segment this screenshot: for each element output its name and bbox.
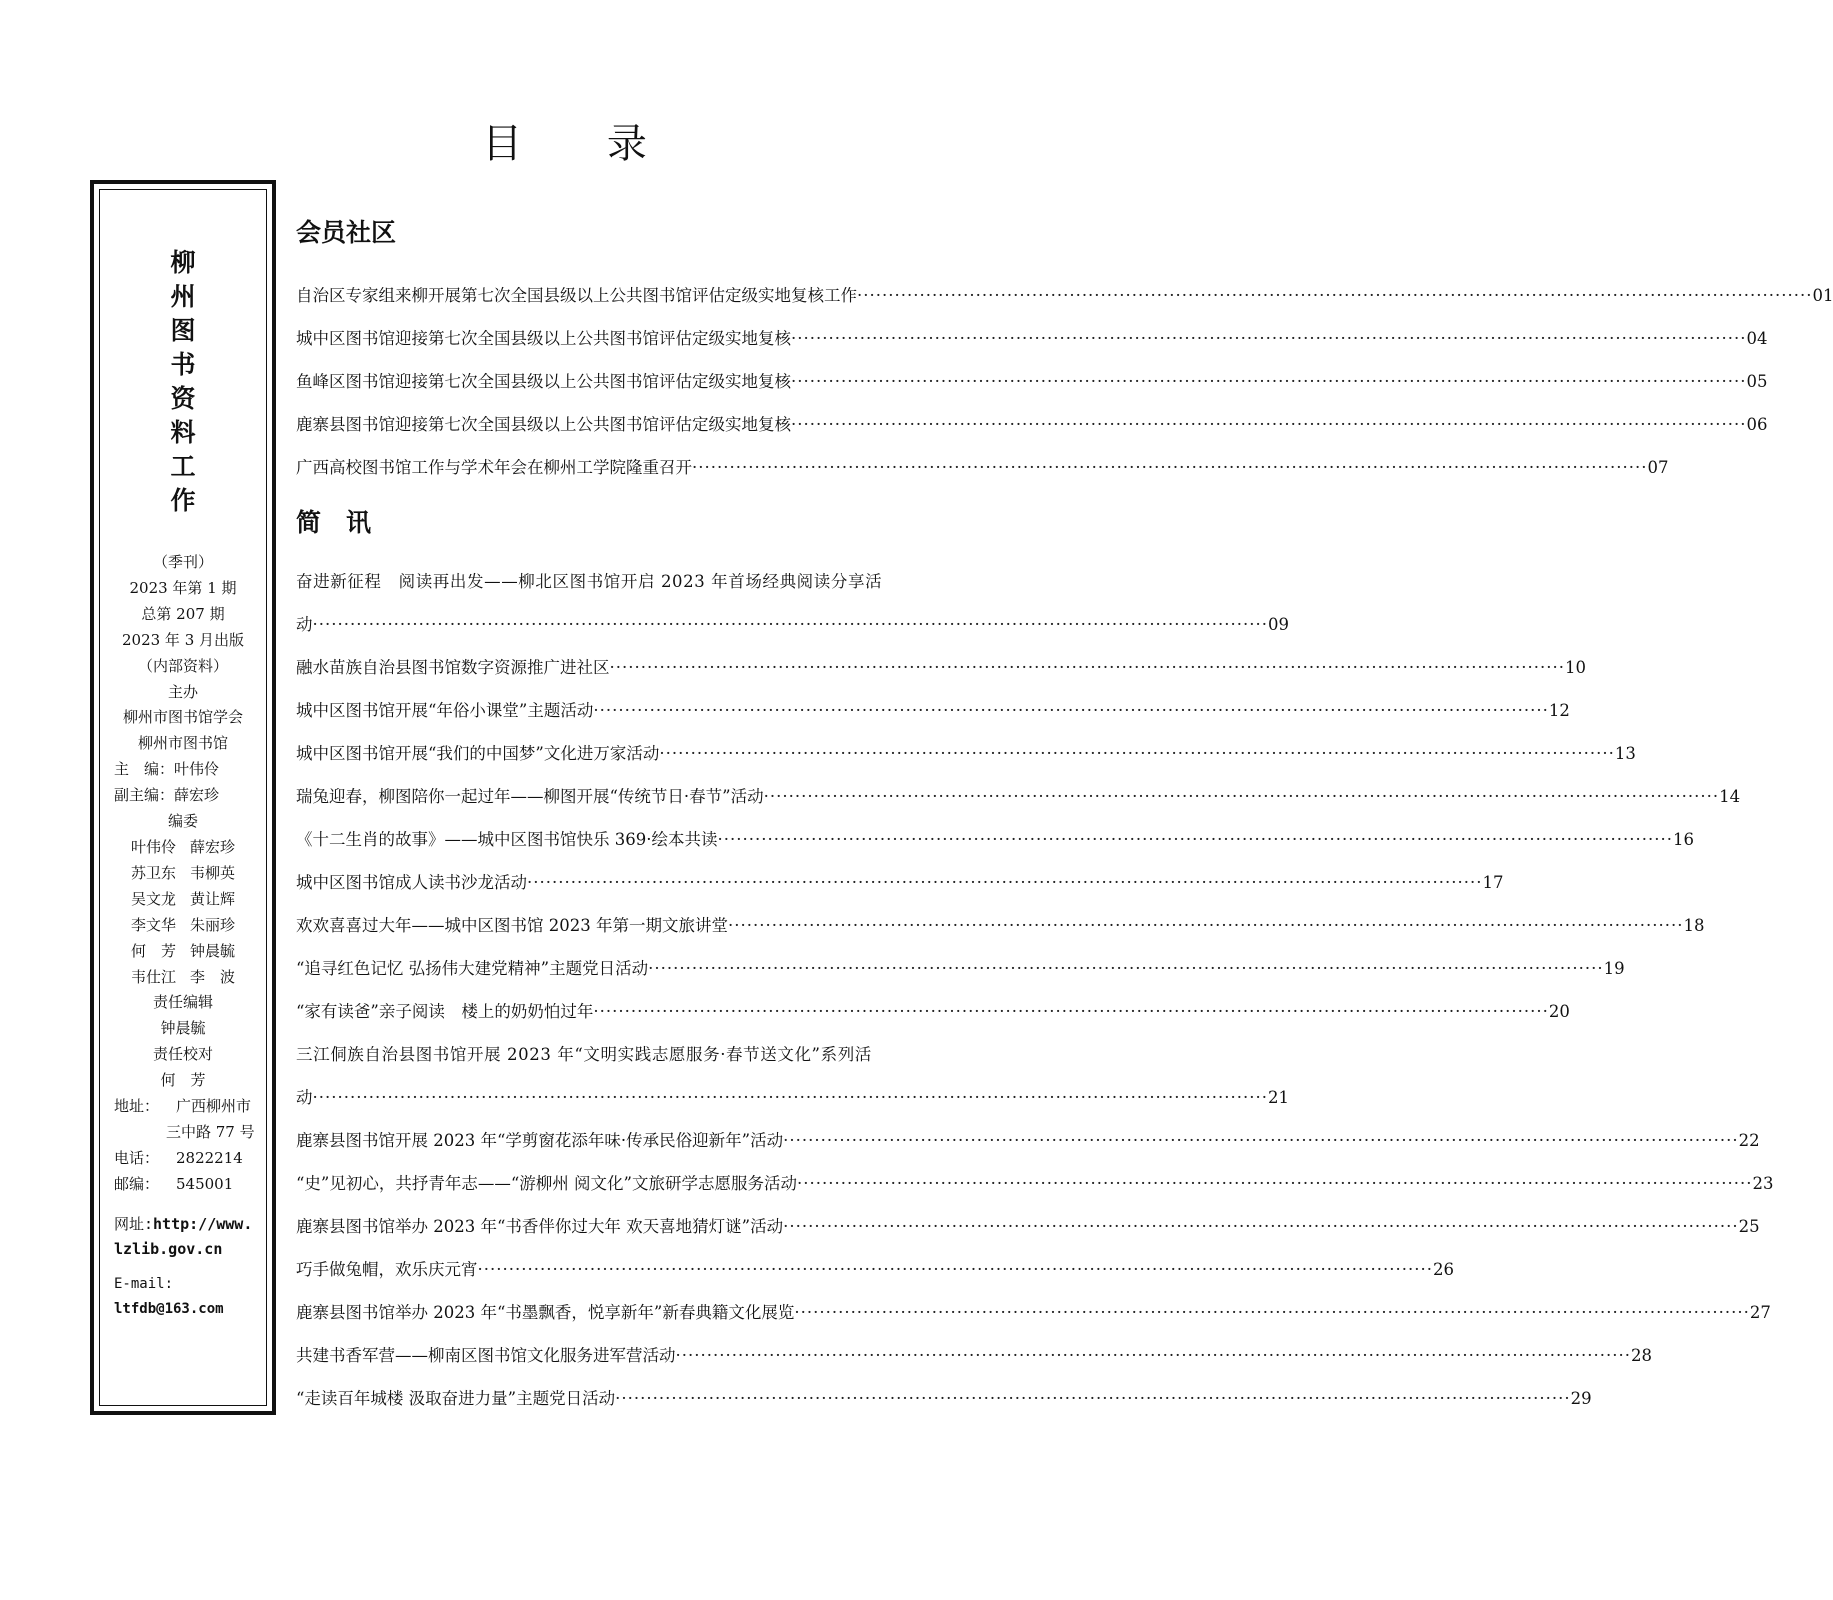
committee-row bbox=[108, 861, 258, 887]
toc-entry-title: 动 bbox=[296, 1088, 313, 1107]
toc-page-number: 16 bbox=[1672, 830, 1694, 849]
toc-entry[interactable] bbox=[296, 368, 1768, 392]
toc-entry[interactable] bbox=[296, 912, 1705, 936]
proofread-label: 责任校对 bbox=[152, 1045, 213, 1064]
toc-entry[interactable] bbox=[296, 1256, 1454, 1280]
toc-entry-title: 动 bbox=[296, 615, 313, 634]
proofreader: 何 芳 bbox=[160, 1071, 206, 1090]
committee-row bbox=[108, 835, 258, 861]
toc-entry-title: 瑞兔迎春，柳图陪你一起过年——柳图开展“传统节日·春节”活动 bbox=[296, 787, 764, 806]
toc-leader bbox=[478, 1260, 1433, 1279]
toc-leader bbox=[794, 1303, 1749, 1322]
toc-entry[interactable] bbox=[296, 869, 1504, 893]
toc-page-number: 20 bbox=[1548, 1002, 1570, 1021]
phone-number: 2822214 bbox=[176, 1148, 243, 1167]
toc-page-number: 06 bbox=[1746, 415, 1768, 434]
toc-entry[interactable] bbox=[296, 325, 1768, 349]
toc-entry-title: 鹿寨县图书馆举办 2023 年“书香伴你过大年 欢天喜地猜灯谜”活动 bbox=[296, 1217, 784, 1236]
toc-entry[interactable] bbox=[296, 1342, 1652, 1366]
masthead-inner-border bbox=[99, 189, 267, 1406]
total-issue: 总第 207 期 bbox=[141, 604, 225, 623]
committee-row bbox=[108, 965, 258, 991]
toc-leader bbox=[610, 658, 1565, 677]
toc-entry-title: 三江侗族自治县图书馆开展 2023 年“文明实践志愿服务·春节送文化”系列活 bbox=[296, 1045, 872, 1064]
toc-leader bbox=[313, 1088, 1268, 1107]
toc-entry[interactable] bbox=[296, 1213, 1760, 1237]
toc-entry-title: 共建书香军营——柳南区图书馆文化服务进军营活动 bbox=[296, 1346, 676, 1365]
toc-entry-title: 城中区图书馆开展“我们的中国梦”文化进万家活动 bbox=[296, 744, 660, 763]
section-heading: 会员社区 bbox=[296, 218, 397, 247]
toc-entry[interactable] bbox=[296, 740, 1636, 764]
toc-entry-title: 鱼峰区图书馆迎接第七次全国县级以上公共图书馆评估定级实地复核 bbox=[296, 372, 791, 391]
toc-page-number: 29 bbox=[1570, 1389, 1592, 1408]
website-label: 网址: bbox=[114, 1214, 154, 1233]
website-block bbox=[108, 1212, 258, 1262]
toc-page-number: 25 bbox=[1738, 1217, 1760, 1236]
committee-member: 何 芳 bbox=[130, 941, 176, 960]
toc-page-number: 23 bbox=[1752, 1174, 1774, 1193]
host-label: 主办 bbox=[167, 682, 198, 701]
issue-number: 2023 年第 1 期 bbox=[129, 578, 237, 597]
committee-member: 吴文龙 bbox=[130, 889, 176, 908]
internal-note: （内部资料） bbox=[137, 656, 228, 675]
zip-row bbox=[108, 1172, 258, 1198]
toc-entry-continued[interactable] bbox=[296, 1084, 1289, 1108]
host-org: 柳州市图书馆学会 bbox=[122, 708, 243, 727]
email-address[interactable]: ltfdb@163.com bbox=[114, 1300, 224, 1317]
toc-entry[interactable] bbox=[296, 454, 1669, 478]
toc-page-number: 05 bbox=[1746, 372, 1768, 391]
toc-entry-title: 城中区图书馆开展“年俗小课堂”主题活动 bbox=[296, 701, 594, 720]
toc-entry-title: 鹿寨县图书馆举办 2023 年“书墨飘香，悦享新年”新春典籍文化展览 bbox=[296, 1303, 795, 1322]
toc-entry-title: 欢欢喜喜过大年——城中区图书馆 2023 年第一期文旅讲堂 bbox=[296, 916, 728, 935]
magazine-title-char: 柳 bbox=[170, 248, 196, 277]
address-label: 地址： bbox=[114, 1097, 160, 1116]
committee-member: 韦仕江 bbox=[130, 967, 176, 986]
toc-page-number: 27 bbox=[1749, 1303, 1771, 1322]
zip-code: 545001 bbox=[176, 1174, 234, 1193]
toc-entry-title: 鹿寨县图书馆迎接第七次全国县级以上公共图书馆评估定级实地复核 bbox=[296, 415, 791, 434]
toc-entry-title: 融水苗族自治县图书馆数字资源推广进社区 bbox=[296, 658, 610, 677]
toc-entry[interactable] bbox=[296, 282, 1833, 306]
toc-page-number: 12 bbox=[1548, 701, 1570, 720]
toc-entry[interactable] bbox=[296, 1041, 1000, 1065]
toc-leader bbox=[717, 830, 1672, 849]
chief-editor: 主 编：叶伟伶 bbox=[114, 760, 220, 779]
toc-leader bbox=[783, 1217, 1738, 1236]
toc-leader bbox=[692, 458, 1647, 477]
email-block bbox=[108, 1272, 258, 1322]
toc-leader bbox=[593, 1002, 1548, 1021]
masthead-box bbox=[90, 180, 276, 1415]
toc-page-number: 14 bbox=[1719, 787, 1741, 806]
phone-label: 电话： bbox=[114, 1148, 160, 1167]
toc-entry-title: 自治区专家组来柳开展第七次全国县级以上公共图书馆评估定级实地复核工作 bbox=[296, 286, 857, 305]
toc-entry[interactable] bbox=[296, 568, 1000, 592]
magazine-title-char: 作 bbox=[170, 486, 196, 515]
magazine-title bbox=[100, 246, 266, 518]
toc-leader bbox=[593, 701, 1548, 720]
toc-page-number: 04 bbox=[1746, 329, 1768, 348]
toc-entry-title: 《十二生肖的故事》——城中区图书馆快乐 369·绘本共读 bbox=[296, 830, 718, 849]
toc-entry-title: 奋进新征程 阅读再出发——柳北区图书馆开启 2023 年首场经典阅读分享活 bbox=[296, 572, 883, 591]
toc-entry[interactable] bbox=[296, 654, 1586, 678]
toc-page-number: 28 bbox=[1630, 1346, 1652, 1365]
toc-entry[interactable] bbox=[296, 826, 1694, 850]
toc-entry[interactable] bbox=[296, 1299, 1771, 1323]
toc-page-number: 21 bbox=[1267, 1088, 1289, 1107]
toc-entry[interactable] bbox=[296, 411, 1768, 435]
toc-entry-continued[interactable] bbox=[296, 611, 1289, 635]
toc-entry-title: “追寻红色记忆 弘扬伟大建党精神”主题党日活动 bbox=[296, 959, 649, 978]
toc-entry-title: 城中区图书馆成人读书沙龙活动 bbox=[296, 873, 527, 892]
committee-member: 薛宏珍 bbox=[190, 837, 236, 856]
phone-row bbox=[108, 1146, 258, 1172]
toc-entry[interactable] bbox=[296, 783, 1741, 807]
toc-page-number: 22 bbox=[1738, 1131, 1760, 1150]
committee-label: 编委 bbox=[167, 812, 198, 831]
toc-leader bbox=[659, 744, 1614, 763]
responsible-editor-label: 责任编辑 bbox=[152, 993, 213, 1012]
committee-member: 李文华 bbox=[130, 915, 176, 934]
toc-entry[interactable] bbox=[296, 1170, 1774, 1194]
toc-entry-title: 巧手做兔帽，欢乐庆元宵 bbox=[296, 1260, 478, 1279]
toc-entry[interactable] bbox=[296, 998, 1570, 1022]
publication-date: 2023 年 3 月出版 bbox=[121, 630, 245, 649]
toc-page-number: 10 bbox=[1564, 658, 1586, 677]
toc-entry-title: 鹿寨县图书馆开展 2023 年“学剪窗花添年味·传承民俗迎新年”活动 bbox=[296, 1131, 784, 1150]
deputy-editor: 副主编：薛宏珍 bbox=[114, 786, 220, 805]
toc-leader bbox=[313, 615, 1268, 634]
toc-leader bbox=[791, 415, 1746, 434]
toc-entry[interactable] bbox=[296, 697, 1570, 721]
address-line: 三中路 77 号 bbox=[166, 1122, 255, 1141]
host-org: 柳州市图书馆 bbox=[137, 734, 228, 753]
toc-entry-title: “史”见初心，共抒青年志——“游柳州 阅文化”文旅研学志愿服务活动 bbox=[296, 1174, 797, 1193]
committee-member: 李 波 bbox=[190, 967, 236, 986]
toc-page-number: 13 bbox=[1614, 744, 1636, 763]
magazine-title-char: 州 bbox=[170, 282, 196, 311]
section-heading: 简 讯 bbox=[296, 508, 372, 537]
committee-member: 黄让辉 bbox=[190, 889, 236, 908]
toc-entry-title: “走读百年城楼 汲取奋进力量”主题党日活动 bbox=[296, 1389, 616, 1408]
toc-leader bbox=[797, 1174, 1752, 1193]
committee-member: 叶伟伶 bbox=[130, 837, 176, 856]
toc-leader bbox=[648, 959, 1603, 978]
toc-page-number: 26 bbox=[1432, 1260, 1454, 1279]
toc-leader bbox=[676, 1346, 1631, 1365]
committee-row bbox=[108, 913, 258, 939]
toc-page-number: 07 bbox=[1647, 458, 1669, 477]
toc-leader bbox=[857, 286, 1812, 305]
masthead-info bbox=[108, 550, 258, 1322]
committee-member: 钟晨毓 bbox=[190, 941, 236, 960]
toc-entry[interactable] bbox=[296, 1385, 1592, 1409]
toc-page-number: 09 bbox=[1267, 615, 1289, 634]
toc-leader bbox=[791, 372, 1746, 391]
magazine-title-char: 图 bbox=[170, 316, 196, 345]
toc-entry[interactable] bbox=[296, 1127, 1760, 1151]
address-row bbox=[108, 1094, 258, 1120]
toc-page-number: 19 bbox=[1603, 959, 1625, 978]
toc-page-number: 01 bbox=[1812, 286, 1833, 305]
magazine-title-char: 料 bbox=[170, 418, 196, 447]
toc-entry[interactable] bbox=[296, 955, 1625, 979]
toc-entry-title: 城中区图书馆迎接第七次全国县级以上公共图书馆评估定级实地复核 bbox=[296, 329, 791, 348]
toc-page-number: 18 bbox=[1683, 916, 1705, 935]
toc-leader bbox=[783, 1131, 1738, 1150]
toc-leader bbox=[728, 916, 1683, 935]
website-url[interactable]: http://www. bbox=[153, 1214, 253, 1233]
magazine-title-char: 书 bbox=[170, 350, 196, 379]
toc-leader bbox=[615, 1389, 1570, 1408]
committee-row bbox=[108, 887, 258, 913]
frequency: （季刊） bbox=[152, 553, 213, 571]
toc-leader bbox=[764, 787, 1719, 806]
committee-member: 朱丽珍 bbox=[190, 915, 236, 934]
toc-entry-title: 广西高校图书馆工作与学术年会在柳州工学院隆重召开 bbox=[296, 458, 692, 477]
address-line: 广西柳州市 bbox=[176, 1097, 252, 1116]
zip-label: 邮编： bbox=[114, 1174, 160, 1193]
toc-leader bbox=[527, 873, 1482, 892]
responsible-editor: 钟晨毓 bbox=[160, 1019, 206, 1038]
magazine-title-char: 资 bbox=[170, 384, 196, 413]
committee-member: 苏卫东 bbox=[130, 863, 176, 882]
toc-page-number: 17 bbox=[1482, 873, 1504, 892]
magazine-title-char: 工 bbox=[170, 452, 196, 481]
website-url[interactable]: lzlib.gov.cn bbox=[114, 1239, 223, 1258]
page-title: 目 录 bbox=[482, 121, 683, 167]
committee-row bbox=[108, 939, 258, 965]
toc-leader bbox=[791, 329, 1746, 348]
email-label: E-mail: bbox=[114, 1275, 174, 1292]
committee-member: 韦柳英 bbox=[190, 863, 236, 882]
toc-entry-title: “家有读爸”亲子阅读 楼上的奶奶怕过年 bbox=[296, 1002, 594, 1021]
